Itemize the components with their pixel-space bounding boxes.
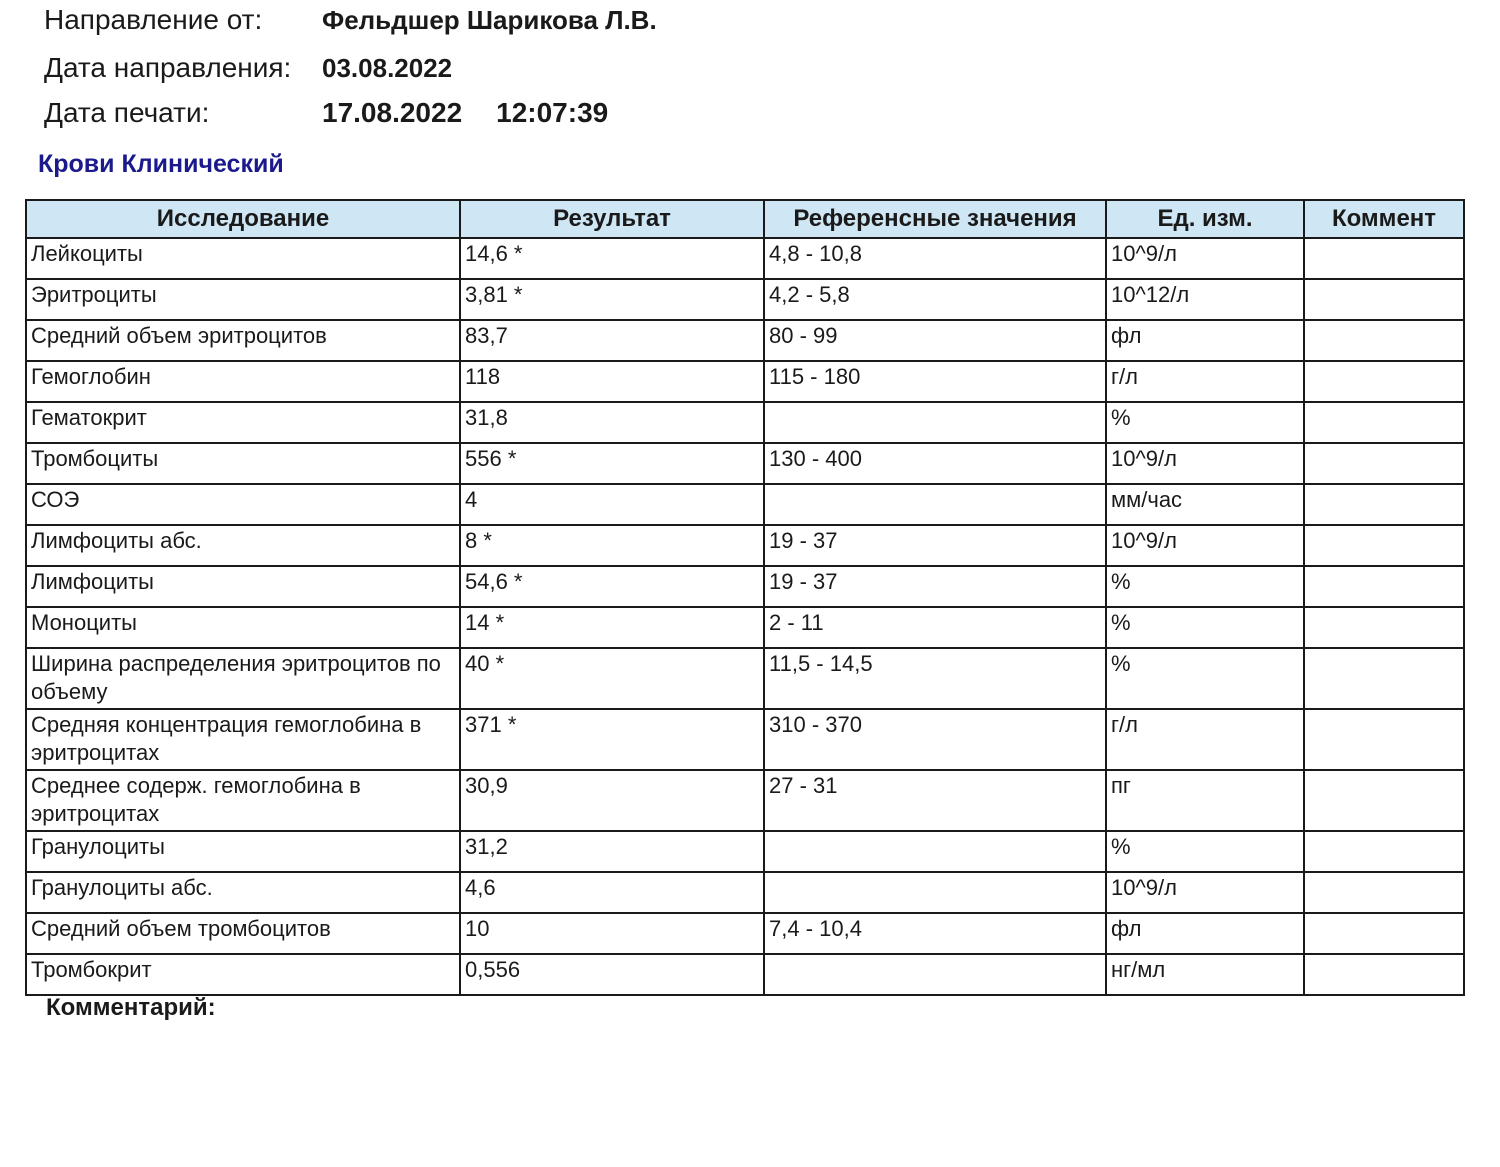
referral-date-value: 03.08.2022 (322, 53, 453, 83)
cell-comment (1304, 320, 1464, 361)
table-row (26, 525, 1464, 566)
cell-result: 83,7 (460, 320, 764, 361)
cell-comment (1304, 872, 1464, 913)
referral-date-row (44, 52, 452, 84)
cell-reference: 115 - 180 (764, 361, 1106, 402)
cell-reference: 27 - 31 (764, 770, 1106, 831)
cell-test: Тромбоциты (26, 443, 460, 484)
cell-test: Средняя концентрация гемоглобина в эритроцитах (26, 709, 460, 770)
cell-result: 31,2 (460, 831, 764, 872)
cell-result: 556 * (460, 443, 764, 484)
cell-comment (1304, 770, 1464, 831)
cell-test: Лимфоциты абс. (26, 525, 460, 566)
table-row (26, 443, 1464, 484)
table-row (26, 361, 1464, 402)
table-row (26, 402, 1464, 443)
cell-comment (1304, 607, 1464, 648)
cell-unit: г/л (1106, 361, 1304, 402)
cell-unit: нг/мл (1106, 954, 1304, 995)
cell-reference: 310 - 370 (764, 709, 1106, 770)
cell-comment (1304, 648, 1464, 709)
cell-comment (1304, 525, 1464, 566)
table-row (26, 279, 1464, 320)
table-row (26, 913, 1464, 954)
cell-reference: 80 - 99 (764, 320, 1106, 361)
cell-unit: 10^12/л (1106, 279, 1304, 320)
table-row (26, 484, 1464, 525)
cell-comment (1304, 361, 1464, 402)
cell-result: 40 * (460, 648, 764, 709)
cell-result: 4,6 (460, 872, 764, 913)
cell-result: 118 (460, 361, 764, 402)
table-row (26, 320, 1464, 361)
table-row (26, 770, 1464, 831)
cell-reference: 4,8 - 10,8 (764, 238, 1106, 279)
table-row (26, 709, 1464, 770)
cell-unit: 10^9/л (1106, 872, 1304, 913)
cell-test: Гранулоциты абс. (26, 872, 460, 913)
column-header-reference: Референсные значения (764, 200, 1106, 238)
cell-unit: г/л (1106, 709, 1304, 770)
print-date-value: 17.08.2022 (322, 97, 463, 128)
cell-result: 8 * (460, 525, 764, 566)
cell-reference (764, 872, 1106, 913)
referral-from-row (44, 4, 657, 36)
cell-result: 0,556 (460, 954, 764, 995)
referral-from-value: Фельдшер Шарикова Л.В. (322, 5, 657, 35)
cell-test: Гранулоциты (26, 831, 460, 872)
section-title: Крови Клинический (38, 150, 284, 178)
cell-comment (1304, 709, 1464, 770)
cell-result: 3,81 * (460, 279, 764, 320)
cell-unit: % (1106, 607, 1304, 648)
cell-result: 10 (460, 913, 764, 954)
cell-comment (1304, 831, 1464, 872)
results-table (25, 199, 1465, 996)
results-body (26, 238, 1464, 995)
cell-comment (1304, 279, 1464, 320)
cell-result: 14 * (460, 607, 764, 648)
cell-unit: % (1106, 831, 1304, 872)
print-time-value: 12:07:39 (496, 97, 609, 128)
referral-date-label: Дата направления: (44, 52, 292, 83)
cell-unit: % (1106, 566, 1304, 607)
cell-comment (1304, 954, 1464, 995)
column-header-result: Результат (460, 200, 764, 238)
cell-reference: 4,2 - 5,8 (764, 279, 1106, 320)
cell-test: Ширина распределения эритроцитов по объему (26, 648, 460, 709)
cell-reference: 19 - 37 (764, 566, 1106, 607)
cell-reference: 11,5 - 14,5 (764, 648, 1106, 709)
table-row (26, 607, 1464, 648)
cell-comment (1304, 402, 1464, 443)
cell-unit: % (1106, 402, 1304, 443)
cell-result: 30,9 (460, 770, 764, 831)
print-date-row (44, 97, 608, 129)
comment-label: Комментарий: (46, 994, 216, 1021)
table-row (26, 831, 1464, 872)
cell-result: 371 * (460, 709, 764, 770)
cell-reference: 19 - 37 (764, 525, 1106, 566)
cell-unit: фл (1106, 320, 1304, 361)
cell-reference (764, 484, 1106, 525)
cell-unit: 10^9/л (1106, 238, 1304, 279)
cell-test: Гематокрит (26, 402, 460, 443)
column-header-comment: Коммент (1304, 200, 1464, 238)
cell-reference (764, 831, 1106, 872)
cell-unit: мм/час (1106, 484, 1304, 525)
cell-unit: 10^9/л (1106, 525, 1304, 566)
cell-reference: 130 - 400 (764, 443, 1106, 484)
cell-reference (764, 954, 1106, 995)
cell-reference: 7,4 - 10,4 (764, 913, 1106, 954)
cell-comment (1304, 913, 1464, 954)
cell-result: 14,6 * (460, 238, 764, 279)
cell-test: Моноциты (26, 607, 460, 648)
cell-test: Средний объем тромбоцитов (26, 913, 460, 954)
cell-test: Гемоглобин (26, 361, 460, 402)
cell-test: Лейкоциты (26, 238, 460, 279)
cell-reference: 2 - 11 (764, 607, 1106, 648)
table-row (26, 872, 1464, 913)
column-header-test: Исследование (26, 200, 460, 238)
cell-comment (1304, 484, 1464, 525)
cell-comment (1304, 238, 1464, 279)
table-row (26, 566, 1464, 607)
cell-result: 54,6 * (460, 566, 764, 607)
cell-result: 31,8 (460, 402, 764, 443)
cell-comment (1304, 443, 1464, 484)
table-row (26, 954, 1464, 995)
table-row (26, 238, 1464, 279)
cell-test: Средний объем эритроцитов (26, 320, 460, 361)
cell-comment (1304, 566, 1464, 607)
cell-unit: фл (1106, 913, 1304, 954)
column-header-unit: Ед. изм. (1106, 200, 1304, 238)
cell-unit: % (1106, 648, 1304, 709)
cell-unit: пг (1106, 770, 1304, 831)
print-date-label: Дата печати: (44, 97, 210, 128)
cell-unit: 10^9/л (1106, 443, 1304, 484)
cell-test: Лимфоциты (26, 566, 460, 607)
table-row (26, 648, 1464, 709)
referral-from-label: Направление от: (44, 4, 263, 35)
cell-test: Среднее содерж. гемоглобина в эритроцитах (26, 770, 460, 831)
cell-test: Эритроциты (26, 279, 460, 320)
cell-test: Тромбокрит (26, 954, 460, 995)
cell-reference (764, 402, 1106, 443)
table-header-row (26, 200, 1464, 238)
cell-test: СОЭ (26, 484, 460, 525)
cell-result: 4 (460, 484, 764, 525)
